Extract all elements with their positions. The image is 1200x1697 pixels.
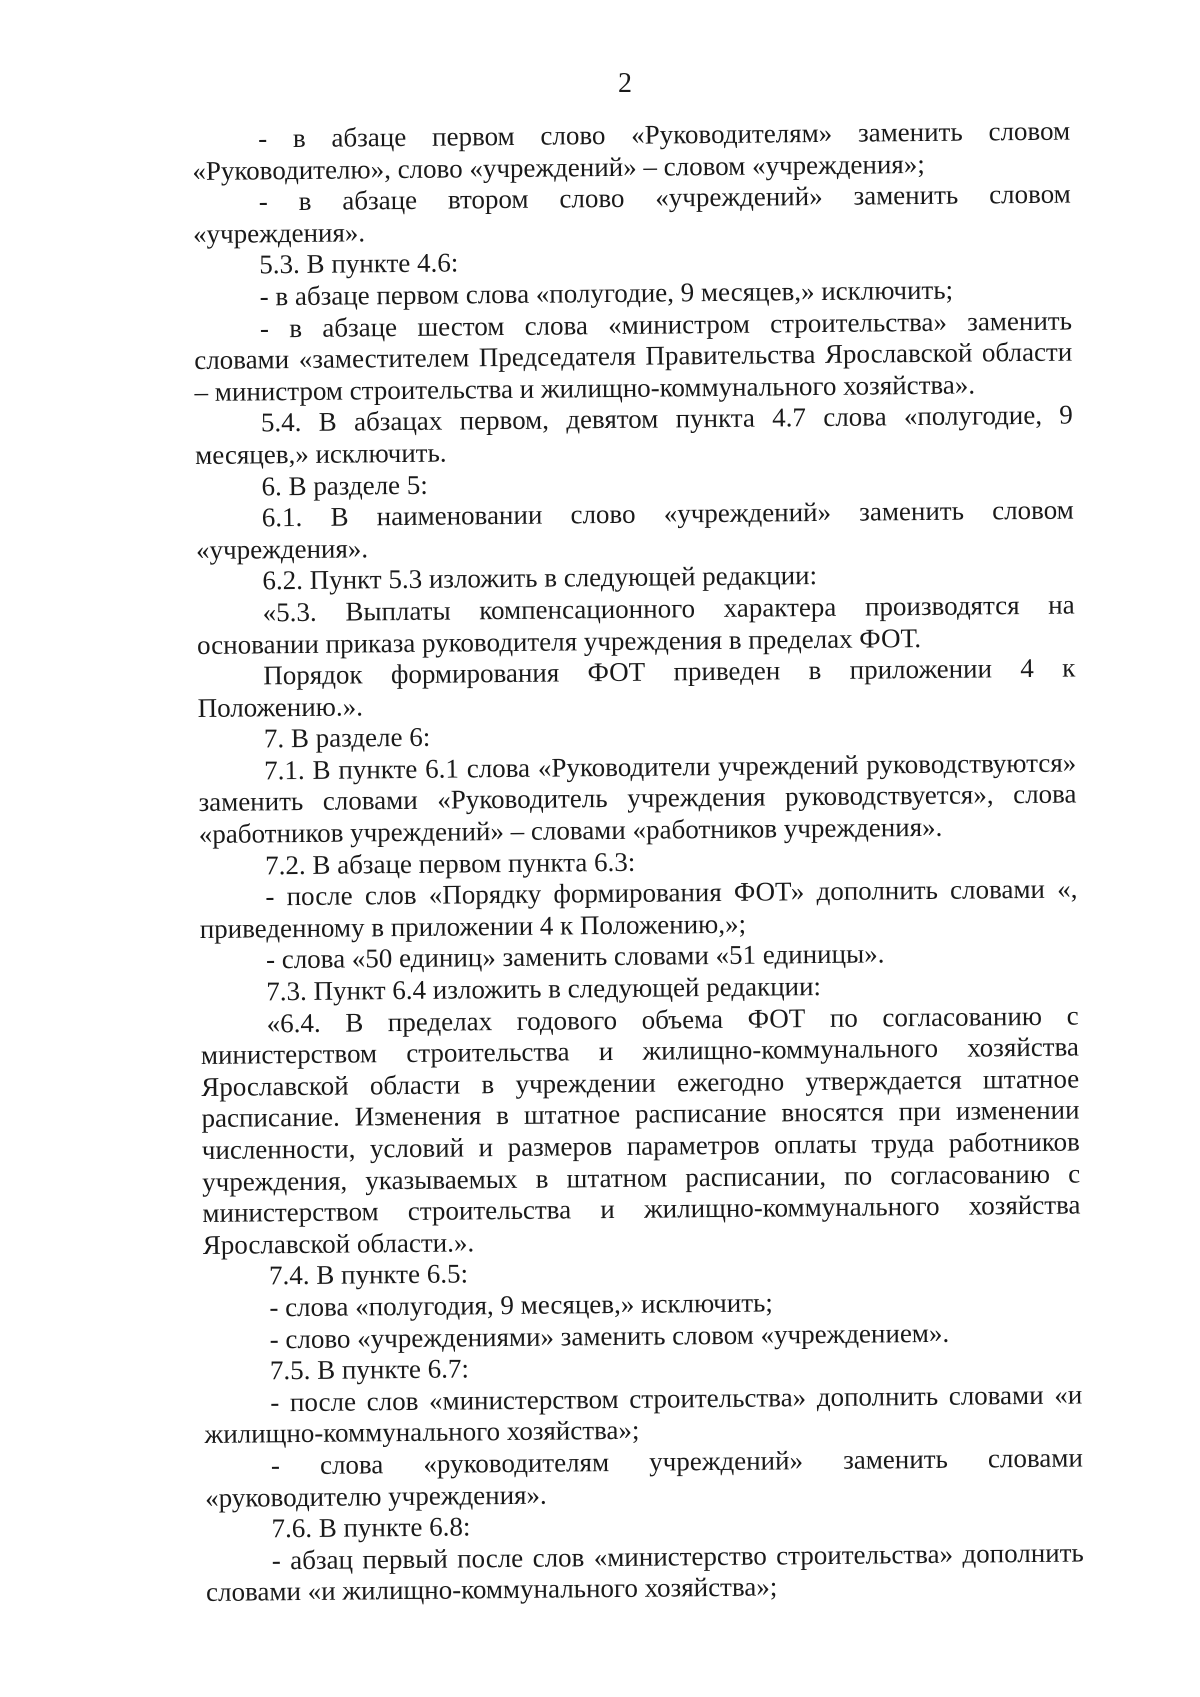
paragraph: 7.5. В пункте 6.7:: [269, 1353, 470, 1386]
paragraph: - в абзаце втором слово «учреждений» заменить словом «учреждения».: [192, 178, 1071, 249]
paragraph: «6.4. В пределах годового объема ФОТ по согласованию с министерством строительства и жилищно-коммунального хозяйства Ярославской области в учреждении ежегодно утверждается штатное расписание. Изменения в штатное расписание вносятся при изменении численности, условий и размеров параметров оплаты труда работников учреждения, указываемых в штатном расписании, по согласованию с министерством строительства и жилищно-коммунального хозяйства Ярославской области.».: [200, 1000, 1081, 1260]
paragraph: 6. В разделе 5:: [261, 469, 428, 501]
document-body: [192, 116, 1084, 1609]
paragraph: 6.2. Пункт 5.3 изложить в следующей редакции:: [262, 560, 818, 596]
paragraph: 7.3. Пункт 6.4 изложить в следующей редакции:: [266, 971, 822, 1007]
paragraph: - слова «50 единиц» заменить словами «51 единицы».: [265, 938, 885, 975]
paragraph: 7.2. В абзаце первом пункта 6.3:: [264, 846, 636, 880]
paragraph: - после слов «министерством строительства» дополнить словами «и жилищно-коммунального хозяйства»;: [204, 1379, 1083, 1450]
paragraph: - в абзаце первом слово «Руководителям» заменить словом «Руководителю», слово «учреждений» – словом «учреждения»;: [192, 115, 1071, 186]
paragraph: 7. В разделе 6:: [263, 722, 431, 754]
paragraph: - абзац первый после слов «министерство строительства» дополнить словами «и жилищно-коммунального хозяйства»;: [205, 1537, 1084, 1608]
paragraph: - в абзаце шестом слова «министром строительства» заменить словами «заместителем Председателя Правительства Ярославской области – министром строительства и жилищно-коммунального хозяйства».: [194, 305, 1073, 407]
paragraph: 5.4. В абзацах первом, девятом пункта 4.7 слова «полугодие, 9 месяцев,» исключить.: [195, 399, 1073, 470]
paragraph: 7.4. В пункте 6.5:: [268, 1258, 469, 1291]
paragraph: - слова «руководителям учреждений» заменить словами «руководителю учреждения».: [205, 1442, 1083, 1513]
paragraph: - в абзаце первом слова «полугодие, 9 месяцев,» исключить;: [259, 274, 954, 312]
paragraph: - слова «полугодия, 9 месяцев,» исключить;: [269, 1287, 773, 1323]
paragraph: Порядок формирования ФОТ приведен в приложении 4 к Положению.».: [197, 652, 1076, 723]
page-number: 2: [618, 68, 632, 99]
paragraph: «5.3. Выплаты компенсационного характера производятся на основании приказа руководителя учреждения в пределах ФОТ.: [196, 589, 1075, 660]
paragraph: - слово «учреждениями» заменить словом «учреждением».: [269, 1317, 950, 1354]
paragraph: 5.3. В пункте 4.6:: [259, 247, 459, 280]
paragraph: - после слов «Порядку формирования ФОТ» дополнить словами «, приведенному в приложении 4 к Положению,»;: [199, 873, 1078, 944]
paragraph: 7.1. В пункте 6.1 слова «Руководители учреждений руководствуются» заменить словами «Руководитель учреждения руководствуется», слова «работников учреждений» – словами «работников учреждения».: [198, 747, 1077, 850]
paragraph: 7.6. В пункте 6.8:: [271, 1511, 471, 1544]
paragraph: 6.1. В наименовании слово «учреждений» заменить словом «учреждения».: [195, 494, 1074, 565]
